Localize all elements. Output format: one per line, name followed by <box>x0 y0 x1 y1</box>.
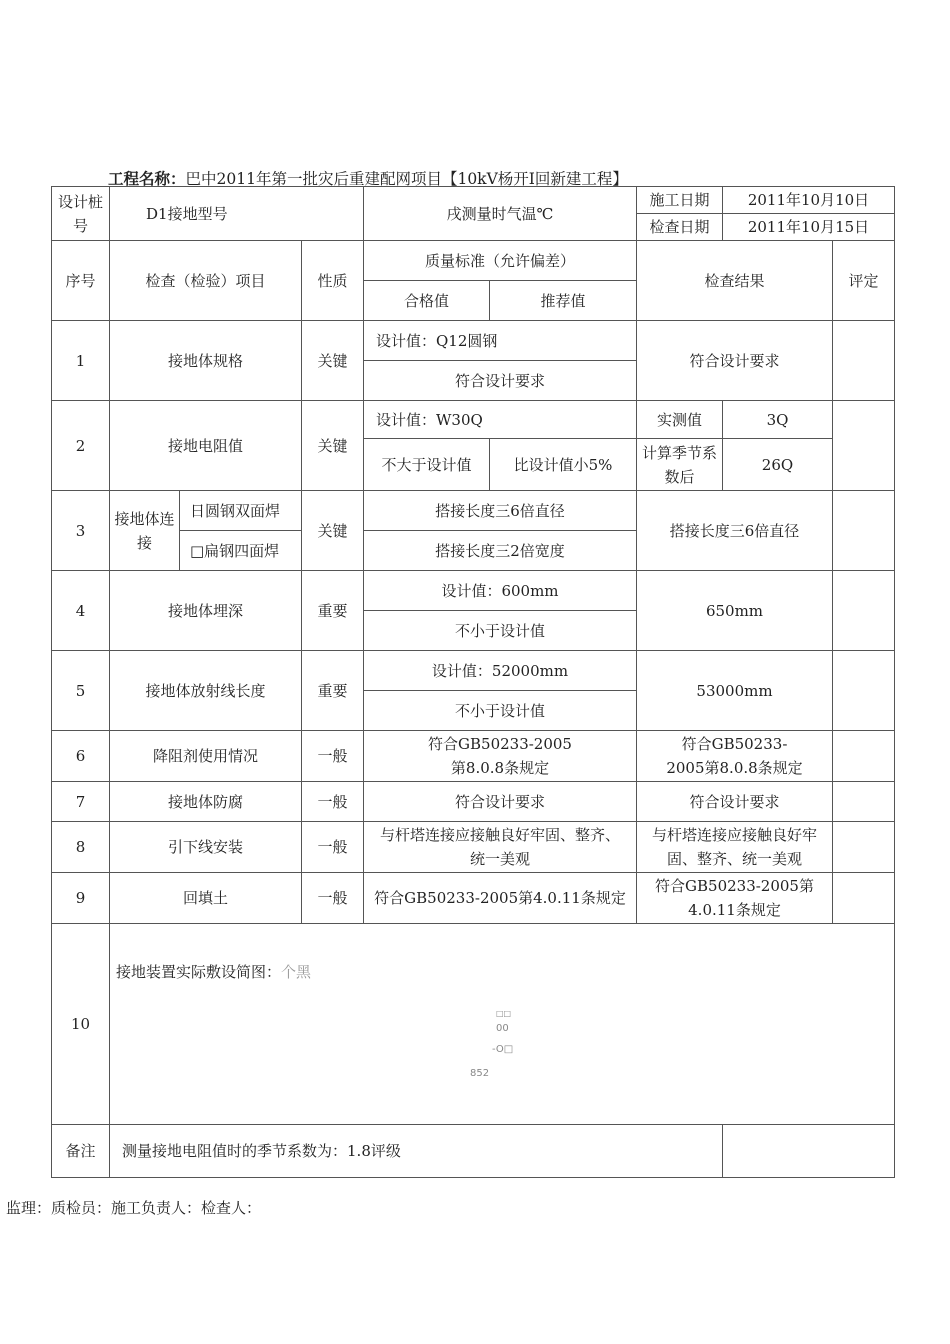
row-item: 接地体规格 <box>110 321 302 401</box>
row-9 <box>52 873 895 924</box>
row-5-top <box>52 651 895 691</box>
design-pile-label: 设计桩号 <box>52 187 110 241</box>
row-rating <box>833 651 895 731</box>
measured-value: 3Q <box>723 401 833 439</box>
season-value: 26Q <box>723 439 833 491</box>
project-title-label: 工程名称： <box>108 170 186 188</box>
row-standard: 不小于设计值 <box>364 611 637 651</box>
row-standard: 与杆塔连接应接触良好牢固、整齐、统一美观 <box>364 822 637 873</box>
remark-row <box>52 1125 895 1178</box>
row-design-value: 设计值：Q12圆钢 <box>364 321 637 361</box>
row-nature: 重要 <box>302 571 364 651</box>
row-10 <box>52 924 895 1125</box>
row-nature: 关键 <box>302 491 364 571</box>
col-no: 序号 <box>52 241 110 321</box>
row-item: 接地体放射线长度 <box>110 651 302 731</box>
row-design-value: 设计值：52000mm <box>364 651 637 691</box>
row-no: 10 <box>52 924 110 1125</box>
row-no: 5 <box>52 651 110 731</box>
info-row-1 <box>52 187 895 214</box>
col-qualified: 合格值 <box>364 281 490 321</box>
inspection-date-label: 检查日期 <box>637 214 723 241</box>
row-rating <box>833 782 895 822</box>
row-rating <box>833 571 895 651</box>
row-nature: 一般 <box>302 782 364 822</box>
row-rating <box>833 491 895 571</box>
col-recommended: 推荐值 <box>490 281 637 321</box>
sketch-mark: □□ <box>496 1009 512 1018</box>
row-3-top <box>52 491 895 531</box>
column-header-row-1 <box>52 241 895 281</box>
row-item: 接地体防腐 <box>110 782 302 822</box>
remark-text: 测量接地电阻值时的季节系数为：1.8评级 <box>110 1125 723 1178</box>
row-nature: 关键 <box>302 321 364 401</box>
inspection-table <box>51 186 895 1178</box>
season-label: 计算季节系数后 <box>637 439 723 491</box>
row-no: 4 <box>52 571 110 651</box>
row-no: 3 <box>52 491 110 571</box>
row-no: 7 <box>52 782 110 822</box>
measured-label: 实测值 <box>637 401 723 439</box>
row-4-top <box>52 571 895 611</box>
sketch-mark: 852 <box>470 1068 490 1079</box>
sketch-area <box>110 924 894 1124</box>
row-8 <box>52 822 895 873</box>
sketch-mark: 00 <box>496 1023 509 1034</box>
row-7 <box>52 782 895 822</box>
col-item: 检查（检验）项目 <box>110 241 302 321</box>
row-nature: 一般 <box>302 822 364 873</box>
signature-line: 监理：质检员：施工负责人：检查人： <box>6 1199 262 1217</box>
row-no: 2 <box>52 401 110 491</box>
row-item: 降阻剂使用情况 <box>110 731 302 782</box>
row-item: 接地电阻值 <box>110 401 302 491</box>
row-result: 符合GB50233-2005第8.0.8条规定 <box>637 731 833 782</box>
col-result: 检查结果 <box>637 241 833 321</box>
row-design-value: 设计值：W30Q <box>364 401 637 439</box>
col-nature: 性质 <box>302 241 364 321</box>
row-result: 符合设计要求 <box>637 782 833 822</box>
row-standard: 符合设计要求 <box>364 361 637 401</box>
row-standard: 符合设计要求 <box>364 782 637 822</box>
row-result: 符合GB50233-2005第4.0.11条规定 <box>637 873 833 924</box>
construction-date: 2011年10月10日 <box>723 187 895 214</box>
project-name: 巴中2011年第一批灾后重建配网项目【10kV杨开I回新建工程】 <box>185 170 628 188</box>
row-standard-1: 搭接长度三6倍直径 <box>364 491 637 531</box>
row-standard: 符合GB50233-2005第4.0.11条规定 <box>364 873 637 924</box>
row-group: 接地体连接 <box>110 491 180 571</box>
temperature: 戌测量时气温℃ <box>364 187 637 241</box>
sketch-cell <box>110 924 895 1125</box>
row-nature: 重要 <box>302 651 364 731</box>
ground-type: D1接地型号 <box>110 187 364 241</box>
row-result: 与杆塔连接应接触良好牢固、整齐、统一美观 <box>637 822 833 873</box>
row-no: 8 <box>52 822 110 873</box>
row-result: 650mm <box>637 571 833 651</box>
remark-label: 备注 <box>52 1125 110 1178</box>
row-recommended: 比设计值小5% <box>490 439 637 491</box>
row-standard: 符合GB50233-2005第8.0.8条规定 <box>364 731 637 782</box>
row-result: 符合设计要求 <box>637 321 833 401</box>
row-qualified: 不大于设计值 <box>364 439 490 491</box>
row-nature: 一般 <box>302 731 364 782</box>
row-rating <box>833 401 895 491</box>
col-rating: 评定 <box>833 241 895 321</box>
row-no: 6 <box>52 731 110 782</box>
row-2-top <box>52 401 895 439</box>
row-no: 9 <box>52 873 110 924</box>
row-subitem-1: 日圆钢双面焊 <box>180 491 302 531</box>
construction-date-label: 施工日期 <box>637 187 723 214</box>
row-rating <box>833 731 895 782</box>
row-item: 接地体埋深 <box>110 571 302 651</box>
sketch-caption <box>116 960 311 984</box>
sketch-mark: -O□ <box>492 1044 514 1055</box>
row-rating <box>833 873 895 924</box>
row-item: 回填土 <box>110 873 302 924</box>
row-nature: 一般 <box>302 873 364 924</box>
row-item: 引下线安装 <box>110 822 302 873</box>
row-rating <box>833 321 895 401</box>
inspection-date: 2011年10月15日 <box>723 214 895 241</box>
row-standard-2: 搭接长度三2倍宽度 <box>364 531 637 571</box>
remark-extra <box>723 1125 895 1178</box>
row-subitem-2: □扁钢四面焊 <box>180 531 302 571</box>
row-result: 53000mm <box>637 651 833 731</box>
row-nature: 关键 <box>302 401 364 491</box>
row-standard: 不小于设计值 <box>364 691 637 731</box>
row-1-top <box>52 321 895 361</box>
row-no: 1 <box>52 321 110 401</box>
row-result: 搭接长度三6倍直径 <box>637 491 833 571</box>
sketch-caption-faint: 个黑 <box>281 963 312 981</box>
row-rating <box>833 822 895 873</box>
row-design-value: 设计值：600mm <box>364 571 637 611</box>
col-standard: 质量标准（允许偏差） <box>364 241 637 281</box>
sketch-caption-text: 接地装置实际敷设简图： <box>116 963 282 981</box>
row-6 <box>52 731 895 782</box>
